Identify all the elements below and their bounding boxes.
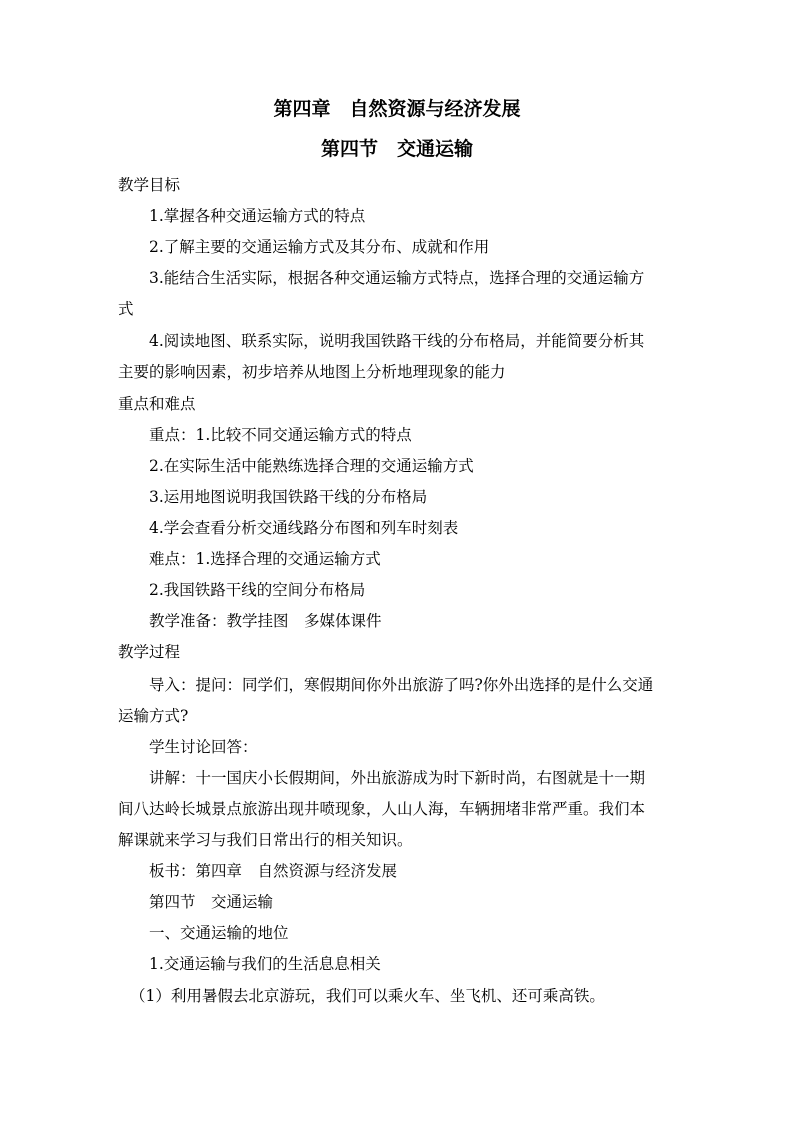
objective-3-cont: 式	[118, 300, 134, 318]
difficulty-2: 2.我国铁路干线的空间分布格局	[149, 581, 366, 599]
key-point-4: 4.学会查看分析交通线路分布图和列车时刻表	[149, 519, 459, 537]
explanation-2: 间八达岭长城景点旅游出现井喷现象，人山人海，车辆拥堵非常严重。我们本	[118, 800, 646, 818]
objective-3: 3.能结合生活实际，根据各种交通运输方式特点，选择合理的交通运输方	[149, 269, 645, 287]
intro-question-cont: 运输方式?	[118, 707, 189, 725]
objective-2: 2.了解主要的交通运输方式及其分布、成就和作用	[149, 238, 490, 256]
section-title: 第四节 交通运输	[320, 138, 473, 160]
student-discussion: 学生讨论回答：	[149, 738, 258, 756]
board-item-1-1-example: （1）利用暑假去北京游玩，我们可以乘火车、坐飞机、还可乘高铁。	[130, 987, 605, 1005]
intro-question: 导入：提问：同学们，寒假期间你外出旅游了吗?你外出选择的是什么交通	[149, 676, 654, 694]
heading-teaching-process: 教学过程	[118, 643, 181, 661]
heading-key-points: 重点和难点	[118, 395, 196, 413]
board-item-1: 一、交通运输的地位	[149, 924, 289, 942]
chapter-title: 第四章 自然资源与经济发展	[273, 98, 521, 120]
key-point-3: 3.运用地图说明我国铁路干线的分布格局	[149, 488, 428, 506]
key-point-2: 2.在实际生活中能熟练选择合理的交通运输方式	[149, 457, 474, 475]
explanation-1: 讲解：十一国庆小长假期间，外出旅游成为时下新时尚，右图就是十一期	[149, 769, 646, 787]
objective-4-cont: 主要的影响因素，初步培养从地图上分析地理现象的能力	[118, 363, 506, 381]
board-section: 第四节 交通运输	[149, 893, 274, 911]
objective-1: 1.掌握各种交通运输方式的特点	[149, 207, 366, 225]
teaching-preparation: 教学准备：教学挂图 多媒体课件	[149, 612, 382, 630]
objective-4: 4.阅读地图、联系实际，说明我国铁路干线的分布格局，并能简要分析其	[149, 332, 645, 350]
key-point-1: 重点：1.比较不同交通运输方式的特点	[149, 426, 412, 444]
heading-teaching-objectives: 教学目标	[118, 176, 181, 194]
board-item-1-1: 1.交通运输与我们的生活息息相关	[149, 955, 381, 973]
difficulty-1: 难点：1.选择合理的交通运输方式	[149, 550, 381, 568]
board-chapter: 板书：第四章 自然资源与经济发展	[149, 862, 398, 880]
explanation-3: 解课就来学习与我们日常出行的相关知识。	[118, 831, 413, 849]
